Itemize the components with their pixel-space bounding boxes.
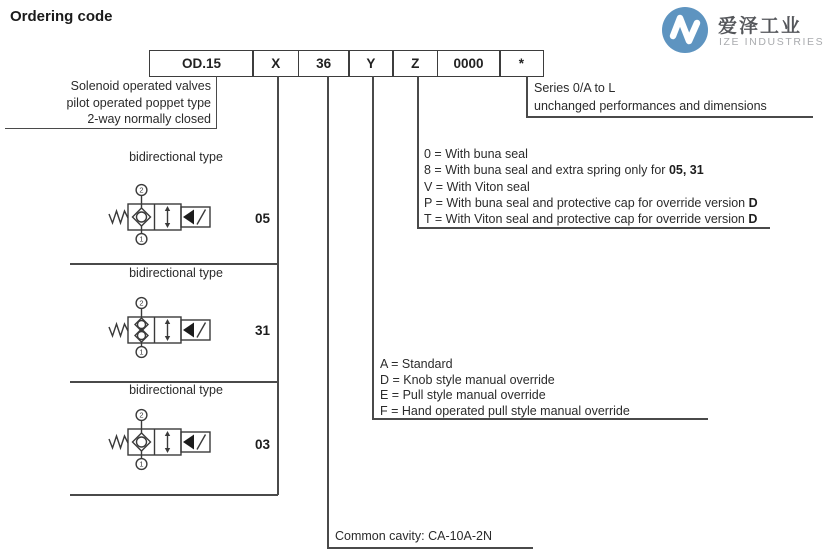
override-option: F = Hand operated pull style manual override xyxy=(380,403,630,418)
section-divider-3 xyxy=(70,494,278,496)
leader-line-z xyxy=(417,76,419,228)
ordering-code-row xyxy=(149,50,544,77)
port-number-top: 2 xyxy=(139,298,144,308)
override-option: A = Standard xyxy=(380,357,453,371)
code-box-size: 36 xyxy=(298,50,350,77)
port-number-bottom: 1 xyxy=(139,459,144,469)
code-box-series: * xyxy=(499,50,544,77)
override-option: D = Knob style manual override xyxy=(380,372,555,387)
valve-symbol-31 xyxy=(95,288,245,378)
code-box-override: Y xyxy=(348,50,394,77)
logo-cn-text: 爱泽工业 xyxy=(718,16,803,37)
seal-option: 8 = With buna seal and extra spring only for 05, 31 xyxy=(424,163,704,178)
code-box-type: X xyxy=(252,50,299,77)
port-number-top: 2 xyxy=(139,410,144,420)
seal-option: V = With Viton seal xyxy=(424,179,530,194)
seal-option: T = With Viton seal and protective cap for override version D xyxy=(424,212,758,227)
code-box-model: OD.15 xyxy=(149,50,254,77)
leader-line-36 xyxy=(327,76,329,548)
bidirectional-type-label: bidirectional type xyxy=(129,150,223,164)
series-line: Series 0/A to L xyxy=(534,81,616,95)
valve-symbol-03 xyxy=(95,400,245,490)
valve-symbol-05 xyxy=(95,175,245,265)
bidirectional-type-label: bidirectional type xyxy=(129,266,223,280)
leader-line-x xyxy=(277,76,279,495)
leader-line-y xyxy=(372,76,374,419)
series-note xyxy=(534,79,767,115)
bidirectional-type-label: bidirectional type xyxy=(129,383,223,397)
code-box-seal: Z xyxy=(392,50,438,77)
override-option: E = Pull style manual override xyxy=(380,388,546,403)
valve-code-31: 31 xyxy=(255,323,271,338)
override-options-list xyxy=(380,357,630,419)
note-line: pilot operated poppet type xyxy=(66,95,211,110)
seal-options-list xyxy=(424,146,758,227)
valve-description-note xyxy=(5,76,217,129)
port-number-bottom: 1 xyxy=(139,234,144,244)
underline-series xyxy=(526,116,813,118)
port-number-top: 2 xyxy=(139,185,144,195)
seal-option: 0 = With buna seal xyxy=(424,147,528,161)
note-line: 2-way normally closed xyxy=(87,112,211,127)
series-line: unchanged performances and dimensions xyxy=(534,99,767,113)
page-title: Ordering code xyxy=(10,8,113,25)
leader-line-star xyxy=(526,76,528,117)
valve-code-05: 05 xyxy=(255,211,271,226)
port-number-bottom: 1 xyxy=(139,347,144,357)
cavity-note: Common cavity: CA-10A-2N xyxy=(335,529,492,543)
code-box-voltage: 0000 xyxy=(437,50,501,77)
underline-cavity xyxy=(327,547,533,549)
ize-logo-icon xyxy=(662,7,708,53)
logo-en-text: IZE INDUSTRIES xyxy=(719,36,825,48)
seal-option: P = With buna seal and protective cap for override version D xyxy=(424,195,758,210)
valve-code-03: 03 xyxy=(255,437,271,452)
note-line: Solenoid operated valves xyxy=(70,79,211,93)
